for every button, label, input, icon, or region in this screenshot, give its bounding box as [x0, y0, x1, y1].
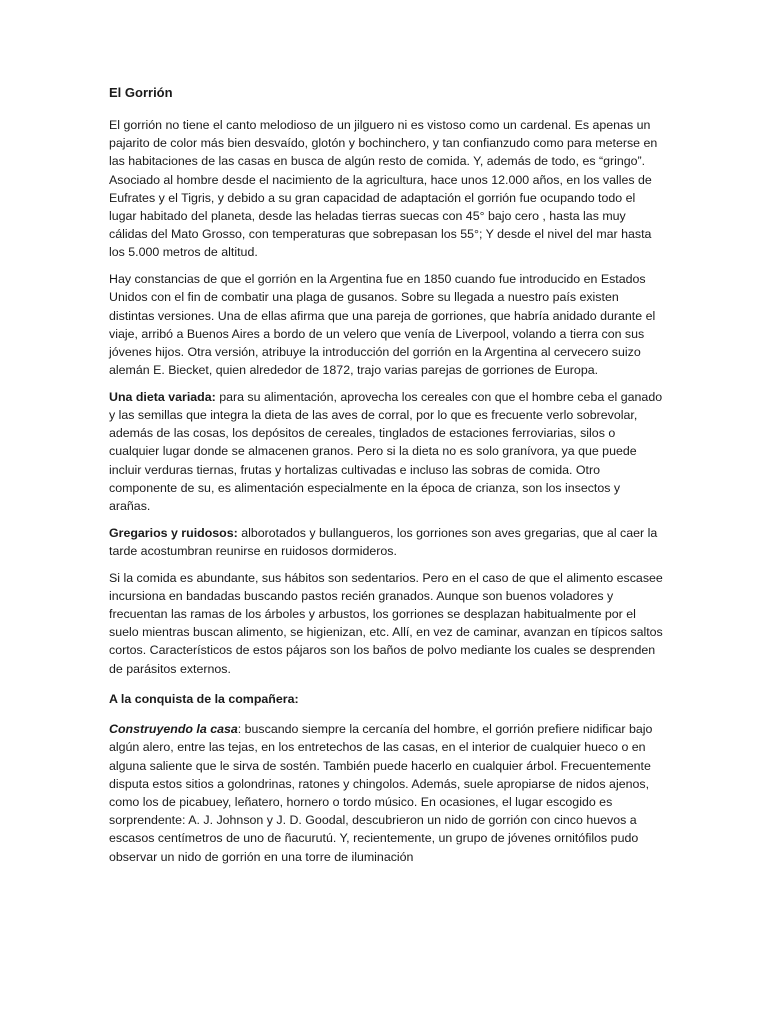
paragraph-gregarious-text: alborotados y bullangueros, los gorriones son aves gregarias, que al caer la tarde acostumbran reunirse en ruidosos dormideros. — [109, 525, 658, 558]
paragraph-nesting-text: : buscando siempre la cercanía del hombre, el gorrión prefiere nidificar bajo algún alero, entre las tejas, en los entretechos de las casas, en el interior de cualquier hueco o en alguna saliente que le sirva de sostén. También puede hacerlo en cualquier árbol. Frecuentemente disputa estos sitios a golondrinas, ratones y chingolos. Además, suele apropiarse de nidos ajenos, como los de picabuey, leñatero, hornero o tordo músico. En ocasiones, el lugar escogido es sorprendente: A. J. Johnson y J. D. Goodal, descubrieron un nido de gorrión con cinco huevos a escasos centímetros de uno de ñacurutú. Y, recientemente, un grupo de jóvenes ornitófilos pudo observar un nido de gorrión en una torre de iluminación — [109, 722, 653, 864]
paragraph-diet-lead: Una dieta variada: — [109, 389, 216, 404]
paragraph-intro: El gorrión no tiene el canto melodioso de un jilguero ni es vistoso como un cardenal. Es apenas un pajarito de color más bien desvaído, glotón y bochinchero, y tan confianzudo como para meterse en las habitaciones de las casas en busca de algún resto de comida. Y, además de todo, es “gringo”. Asociado al hombre desde el nacimiento de la agricultura, hace unos 12.000 años, en los valles de Eufrates y el Tigris, y debido a su gran capacidad de adaptación el gorrión fue ocupando todo el lugar habitado del planeta, desde las heladas tierras suecas con 45° bajo cero , hasta las muy cálidas del Mato Grosso, con temperaturas que sobrepasan los 55°; Y desde el nivel del mar hasta los 5.000 metros de altitud. — [109, 118, 658, 260]
document-body — [109, 84, 663, 874]
section-heading: A la conquista de la compañera: — [109, 691, 299, 706]
paragraph-gregarious — [109, 524, 663, 560]
paragraph-diet-text: para su alimentación, aprovecha los cereales con que el hombre ceba el ganado y las semillas que integra la dieta de las aves de corral, por lo que es frecuente verlo sobrevolar, además de las cosas, los depósitos de cereales, tinglados de estaciones ferroviarias, silos o cualquier lugar donde se almacenen granos. Pero si la dieta no es solo granívora, ya que puede incluir verduras tiernas, frutas y hortalizas cultivadas e incluso las sobras de comida. Otro componente de su, es alimentación especialmente en la época de crianza, son los insectos y arañas. — [109, 389, 663, 514]
paragraph-gregarious-lead: Gregarios y ruidosos: — [109, 525, 238, 540]
paragraph-nesting-lead: Construyendo la casa — [109, 722, 238, 737]
paragraph-nesting — [109, 720, 663, 866]
paragraph-habits: Si la comida es abundante, sus hábitos son sedentarios. Pero en el caso de que el alimento escasee incursiona en bandadas buscando pastos recién granados. Aunque son buenos voladores y frecuentan las ramas de los árboles y arbustos, los gorriones se desplazan habitualmente por el suelo mientras buscan alimento, se higienizan, etc. Allí, en vez de caminar, avanzan en típicos saltos cortos. Característicos de estos pájaros son los baños de polvo mediante los cuales se desprenden de parásitos externos. — [109, 570, 663, 676]
paragraph-history: Hay constancias de que el gorrión en la Argentina fue en 1850 cuando fue introducido en Estados Unidos con el fin de combatir una plaga de gusanos. Sobre su llegada a nuestro país existen distintas versiones. Una de ellas afirma que una pareja de gorriones, que habría anidado durante el viaje, arribó a Buenos Aires a bordo de un velero que venía de Liverpool, volando a tierra con sus jóvenes hijos. Otra versión, atribuye la introducción del gorrión en la Argentina al cervecero suizo alemán E. Biecket, quien alrededor de 1872, trajo varias parejas de gorriones de Europa. — [109, 272, 656, 378]
document-title: El Gorrión — [109, 85, 173, 100]
paragraph-diet — [109, 388, 663, 515]
